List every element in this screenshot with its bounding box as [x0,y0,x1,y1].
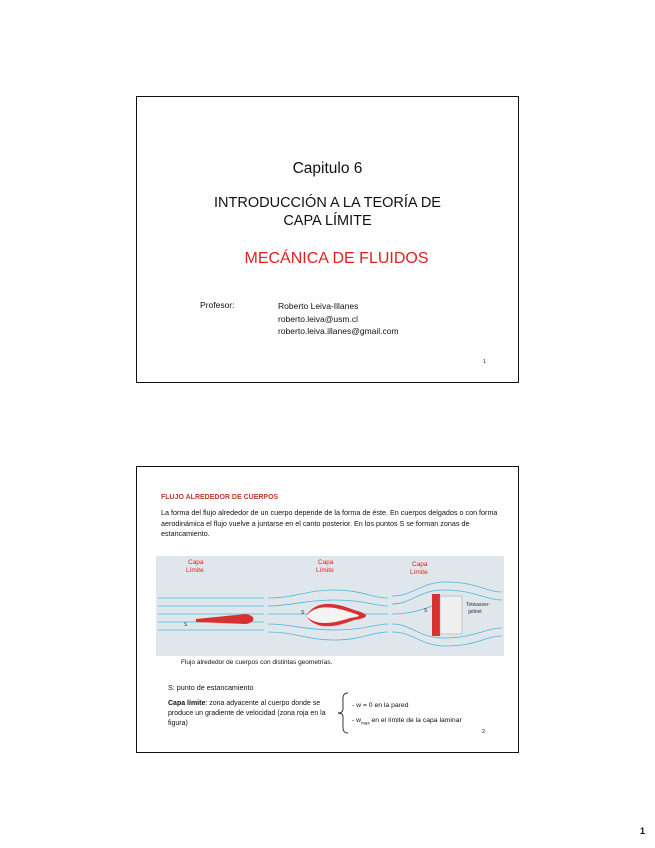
page-number: 1 [639,826,645,836]
velocity-max-suffix: en el límite de la capa laminar [369,717,462,724]
professor-label: Profesor: [200,300,235,310]
blunt-body-layer [432,594,440,636]
professor-email-2[interactable]: roberto.leiva.illanes@gmail.com [278,326,399,336]
stagnation-s-3: S [424,608,428,614]
professor-email-1[interactable]: roberto.leiva@usm.cl [278,313,358,324]
boundary-layer-text: : zona adyacente al cuerpo donde se produce un gradiente de velocidad (zona roja en la figura) [168,700,326,727]
stagnation-s-1: S [184,622,188,628]
boundary-layer-definition [168,699,336,729]
slender-body [196,614,254,624]
flow-figure [156,556,504,656]
blunt-body [440,596,462,634]
lecture-title [137,194,518,230]
label-capa-2: Capa [318,559,334,566]
slide-1 [136,96,519,383]
slide-number: 1 [482,359,486,365]
streamlines-panel-1 [158,598,264,630]
slide-2 [136,466,519,753]
section-heading: FLUJO ALREDEDOR DE CUERPOS [161,494,279,501]
professor-info [278,300,399,338]
velocity-max-subscript: max [361,720,370,726]
label-limite-1: Límite [186,567,204,574]
slide-number: 2 [481,729,485,735]
label-limite-2: Límite [316,567,334,574]
figure-caption: Flujo alrededor de cuerpos con distintas geometrías. [181,659,333,666]
stagnation-s-2: S [301,610,305,616]
course-subject: MECÁNICA DE FLUIDOS [244,250,429,267]
lecture-title-line-2: CAPA LÍMITE [283,213,372,229]
label-limite-3: Límite [410,569,428,576]
label-capa-1: Capa [188,559,204,566]
boundary-layer-term: Capa límite [168,700,206,707]
lecture-title-line-1: INTRODUCCIÓN A LA TEORÍA DE [214,195,441,211]
wake-label-line-2: gebiet [468,609,482,615]
professor-name: Roberto Leiva-Illanes [278,301,359,311]
velocity-max-item [352,717,462,725]
wake-label-line-1: Totwasser- [466,602,491,608]
label-capa-3: Capa [412,561,428,568]
chapter-title: Capitulo 6 [292,160,363,177]
velocity-max-prefix: - w [352,717,362,724]
stagnation-definition: S: punto de estancamiento [168,683,254,692]
brace-icon [336,692,352,734]
velocity-wall-item: - w = 0 en la pared [352,702,409,709]
flow-diagram [156,556,504,656]
intro-paragraph: La forma del flujo alrededor de un cuerpo depende de la forma de éste. En cuerpos delgados o con forma aerodinámica el flujo vuelve a juntarse en el canto posterior. En los puntos S se forman zonas de estancamiento. [161,508,498,538]
